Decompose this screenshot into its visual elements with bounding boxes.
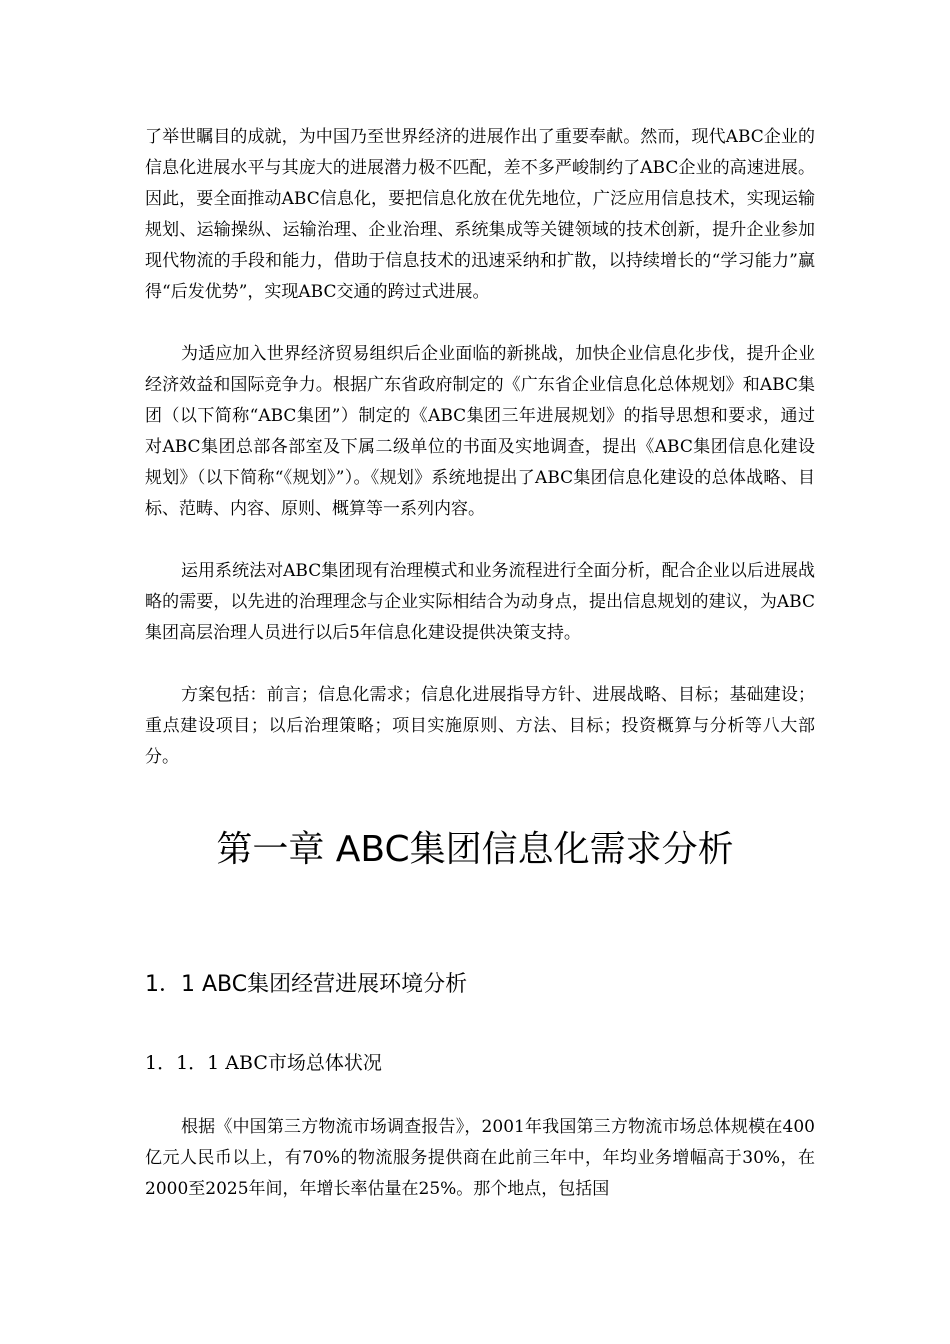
- body-paragraph: 根据《中国第三方物流市场调查报告》，2001年我国第三方物流市场总体规模在400亿元人民币以上，有70%的物流服务提供商在此前三年中，年均业务增幅高于30%，在2000至2025年间，年增长率估量在25%。那个地点，包括国: [145, 1117, 815, 1199]
- body-paragraph: 方案包括：前言；信息化需求；信息化进展指导方针、进展战略、目标；基础建设；重点建设项目；以后治理策略；项目实施原则、方法、目标；投资概算与分析等八大部分。: [145, 685, 815, 767]
- body-paragraph: 为适应加入世界经济贸易组织后企业面临的新挑战，加快企业信息化步伐，提升企业经济效益和国际竞争力。根据广东省政府制定的《广东省企业信息化总体规划》和ABC集团（以下简称“ABC集团”）制定的《ABC集团三年进展规划》的指导思想和要求，通过对ABC集团总部各部室及下属二级单位的书面及实地调查，提出《ABC集团信息化建设规划》（以下简称“《规划》”）。《规划》系统地提出了ABC集团信息化建设的总体战略、目标、范畴、内容、原则、概算等一系列内容。: [145, 344, 815, 519]
- section-title: 1．1 ABC集团经营进展环境分析: [145, 972, 468, 997]
- body-paragraph: 了举世瞩目的成就，为中国乃至世界经济的进展作出了重要奉献。然而，现代ABC企业的信息化进展水平与其庞大的进展潜力极不匹配，差不多严峻制约了ABC企业的高速进展。因此，要全面推动ABC信息化，要把信息化放在优先地位，广泛应用信息技术，实现运输规划、运输操纵、运输治理、企业治理、系统集成等关键领域的技术创新，提升企业参加现代物流的手段和能力，借助于信息技术的迅速采纳和扩散，以持续增长的“学习能力”赢得“后发优势”，实现ABC交通的跨过式进展。: [145, 127, 815, 302]
- subsection-title: 1．1．1 ABC市场总体状况: [145, 1052, 382, 1074]
- body-paragraph: 运用系统法对ABC集团现有治理模式和业务流程进行全面分析，配合企业以后进展战略的需要，以先进的治理理念与企业实际相结合为动身点，提出信息规划的建议，为ABC集团高层治理人员进行以后5年信息化建设提供决策支持。: [145, 561, 815, 643]
- chapter-title: 第一章 ABC集团信息化需求分析: [216, 829, 734, 870]
